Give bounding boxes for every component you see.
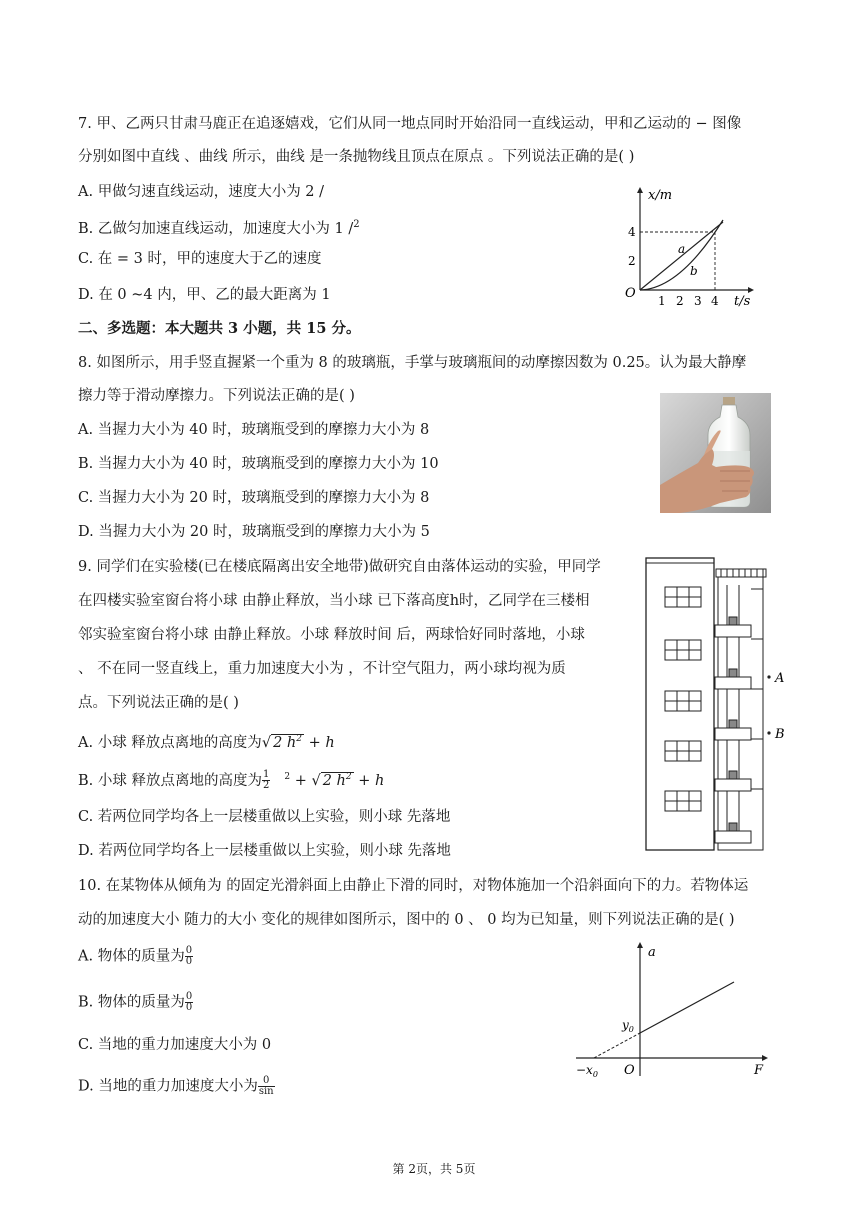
q9-option-b-frac-den: 2	[262, 780, 270, 792]
q9-option-a-radicand	[271, 734, 304, 751]
q10-option-b-num: 0	[185, 991, 193, 1002]
q7-label-a: a	[678, 242, 686, 256]
q7-label-b: b	[690, 264, 698, 278]
q10-graph-line	[640, 982, 734, 1033]
building-windows	[665, 587, 701, 811]
q10-y-axis-label: a	[648, 945, 656, 960]
q9-option-a-sup: 2	[296, 734, 302, 744]
sqrt-icon: √	[261, 734, 272, 751]
q10-option-a-prefix: A. 物体的质量为	[78, 948, 185, 965]
q10-option-b-fraction	[185, 992, 193, 1013]
q10-option-c: C. 当地的重力加速度大小为 0	[78, 1037, 272, 1053]
q9-stem-line1: 9. 同学们在实验楼(已在楼底隔离出安全地带)做研究自由落体运动的实验，甲同学	[78, 559, 601, 575]
q9-option-b-prefix: B. 小球 释放点离地的高度为	[78, 772, 262, 789]
q9-building-figure	[643, 555, 793, 853]
q8-option-a: A. 当握力大小为 40 时，玻璃瓶受到的摩擦力大小为 8	[78, 422, 430, 438]
q9-option-a-prefix: A. 小球 释放点离地的高度为	[78, 734, 262, 751]
q9-option-b-suffix: + h	[353, 772, 385, 789]
q7-stem-line2: 分别如图中直线 、曲线 所示，曲线 是一条抛物线且顶点在原点 。下列说法正确的是( )	[78, 149, 635, 165]
ball-a-label: A	[775, 671, 785, 686]
q10-x0-label: $-x_0$	[576, 1063, 598, 1079]
q9-option-b-mid: +	[290, 772, 312, 789]
q9-stem-line2: 在四楼实验室窗台将小球 由静止释放，当小球 已下落高度h时，乙同学在三楼相	[78, 593, 590, 609]
q7-option-d: D. 在 0 ~4 内，甲、乙的最大距离为 1	[78, 287, 331, 303]
ball-a-dot	[767, 675, 770, 678]
q7-option-b-sup: 2	[353, 219, 360, 230]
building-left-wall	[646, 558, 714, 850]
q7-option-b	[78, 216, 360, 238]
q10-option-d-fraction	[258, 1076, 275, 1097]
q8-option-c: C. 当握力大小为 20 时，玻璃瓶受到的摩擦力大小为 8	[78, 490, 430, 506]
page-footer: 第 2页，共 5页	[392, 1162, 476, 1176]
q9-option-b-frac-num: 1	[262, 769, 270, 781]
q7-origin-label: O	[625, 286, 636, 301]
q7-option-c: C. 在 = 3 时，甲的速度大于乙的速度	[78, 251, 322, 267]
q10-option-a-den: 0	[185, 956, 193, 967]
q9-option-b-radicand-text: 2 h	[322, 772, 346, 789]
q7-stem-line1: 7. 甲、乙两只甘肃马鹿正在追逐嬉戏，它们从同一地点同时开始沿同一直线运动，甲和乙运动的 − 图像	[78, 116, 742, 132]
ball-b-dot	[767, 731, 770, 734]
q10-stem-line1: 10. 在某物体从倾角为 的固定光滑斜面上由静止下滑的同时，对物体施加一个沿斜面向下的力。若物体运	[78, 878, 749, 894]
q9-option-a-suffix: + h	[303, 734, 335, 751]
q9-option-d: D. 若两位同学均各上一层楼重做以上实验，则小球 先落地	[78, 843, 451, 859]
q9-option-b-fraction	[262, 770, 270, 791]
q7-x-axis-arrow	[748, 287, 754, 293]
q8-bottle-photo	[660, 393, 771, 513]
q9-stem-line3: 邻实验室窗台将小球 由静止释放。小球 释放时间 后，两球恰好同时落地，小球	[78, 627, 585, 643]
q10-option-b-prefix: B. 物体的质量为	[78, 994, 185, 1011]
q7-x-tick-3: 3	[694, 294, 702, 308]
q9-option-b	[78, 768, 384, 791]
q9-option-a-radicand-text: 2 h	[273, 734, 297, 751]
q10-x-axis-arrow	[762, 1055, 768, 1061]
q7-x-tick-2: 2	[676, 294, 684, 308]
q10-extension-dashed	[594, 1033, 640, 1058]
q7-x-tick-1: 1	[658, 294, 666, 308]
q9-option-b-mid-sup: 2	[284, 772, 291, 782]
q9-stem-line4: 、 不在同一竖直线上，重力加速度大小为 ，不计空气阻力，两小球均视为质	[78, 661, 566, 677]
q9-stem-line5: 点。下列说法正确的是( )	[78, 695, 239, 711]
ball-b-label: B	[775, 727, 785, 742]
sqrt-icon: √	[311, 772, 321, 789]
q7-xt-graph	[620, 185, 760, 310]
q7-option-b-text: B. 乙做匀加速直线运动，加速度大小为 1 /	[78, 220, 354, 237]
q10-option-b-den: 0	[185, 1002, 193, 1013]
q10-option-a-num: 0	[185, 945, 193, 956]
q10-x-axis-label: F	[754, 1063, 764, 1078]
q7-option-a: A. 甲做匀速直线运动，速度大小为 2 /	[78, 184, 325, 200]
q7-x-axis-label: t/s	[734, 294, 751, 309]
q8-stem-line2: 擦力等于滑动摩擦力。下列说法正确的是( )	[78, 388, 355, 404]
q9-option-a	[78, 730, 335, 752]
q10-option-b	[78, 992, 193, 1013]
q8-stem-line1: 8. 如图所示，用手竖直握紧一个重为 8 的玻璃瓶，手掌与玻璃瓶间的动摩擦因数为 0.25。认为最大静摩	[78, 355, 747, 371]
q10-option-d-num: 0	[258, 1076, 275, 1087]
q9-option-b-sup: 2	[345, 772, 352, 782]
q10-option-d-prefix: D. 当地的重力加速度大小为	[78, 1078, 258, 1095]
building-stair-column	[715, 569, 766, 850]
q7-y-axis-label: x/m	[648, 188, 673, 203]
q10-option-a	[78, 946, 193, 967]
q10-y-axis-arrow	[637, 942, 643, 948]
q10-y0-label: $y_0$	[622, 1018, 634, 1034]
q7-y-tick-4: 4	[628, 225, 636, 239]
section-multiple-choice-title: 二、多选题：本大题共 3 小题，共 15 分。	[78, 320, 361, 337]
bottle-cap-icon	[723, 397, 735, 405]
q7-y-axis-arrow	[637, 187, 643, 193]
q10-option-d-den: sin	[258, 1086, 274, 1097]
q8-option-b: B. 当握力大小为 40 时，玻璃瓶受到的摩擦力大小为 10	[78, 456, 439, 472]
q7-y-tick-2: 2	[628, 254, 636, 268]
q10-stem-line2: 动的加速度大小 随力的大小 变化的规律如图所示，图中的 0 、 0 均为已知量，则下列说法正确的是( )	[78, 912, 735, 928]
q10-option-a-fraction	[185, 946, 193, 967]
q9-option-b-radicand	[321, 772, 354, 789]
q9-option-c: C. 若两位同学均各上一层楼重做以上实验，则小球 先落地	[78, 809, 451, 825]
q7-x-tick-4: 4	[711, 294, 719, 308]
q10-option-d	[78, 1076, 275, 1097]
q10-aF-graph	[572, 940, 772, 1080]
q10-origin-label: O	[624, 1063, 635, 1078]
q8-option-d: D. 当握力大小为 20 时，玻璃瓶受到的摩擦力大小为 5	[78, 524, 430, 540]
